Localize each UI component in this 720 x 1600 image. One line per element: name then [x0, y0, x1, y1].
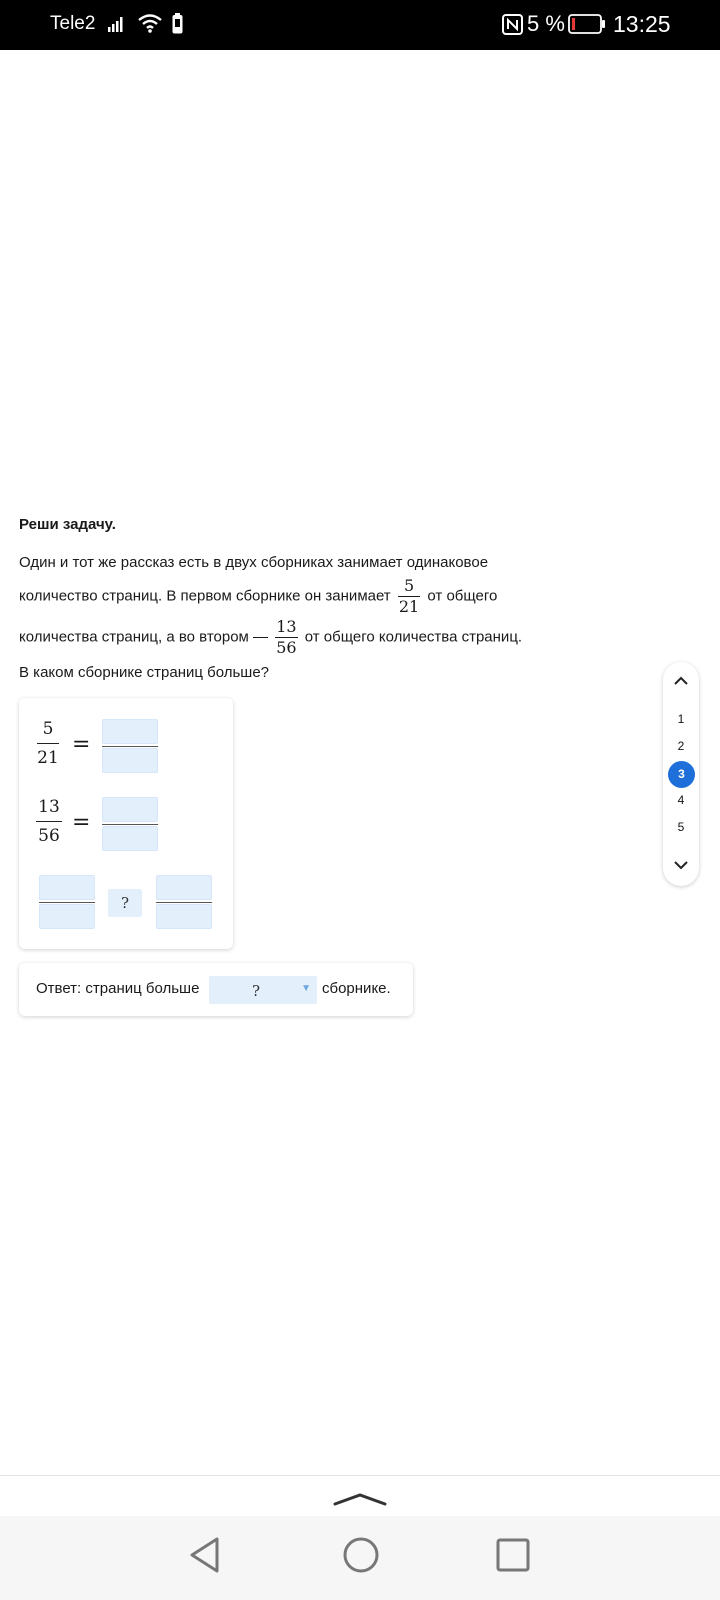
- dropdown-arrow-icon: ▼: [301, 983, 311, 994]
- task-text-line: [19, 618, 549, 657]
- pager-item-3-active[interactable]: 3: [668, 761, 695, 788]
- fraction-second: [275, 618, 297, 657]
- answer-select[interactable]: [209, 976, 317, 1004]
- pager-item-5[interactable]: 5: [677, 820, 685, 834]
- answer-select-value: ?: [251, 982, 261, 1000]
- home-icon[interactable]: [342, 1536, 380, 1579]
- task-title: Реши задачу.: [19, 516, 116, 533]
- fraction-numerator: 5: [403, 576, 415, 595]
- chevron-up-icon[interactable]: [672, 674, 690, 686]
- divider: [0, 1475, 720, 1476]
- fraction-numerator: 5: [42, 719, 54, 739]
- task-text: от общего: [427, 587, 498, 605]
- solution-card: [19, 698, 233, 949]
- task-text: от общего количества страниц.: [304, 628, 523, 646]
- fraction-numerator: 13: [276, 617, 297, 636]
- task-pager: [663, 662, 699, 886]
- compare-right-denominator-input[interactable]: [156, 904, 212, 929]
- swipe-up-handle-icon[interactable]: [333, 1492, 387, 1511]
- back-icon[interactable]: [187, 1536, 223, 1579]
- task-text-line: [19, 577, 549, 616]
- equals-sign: =: [72, 732, 91, 757]
- compare-left-numerator-input[interactable]: [39, 875, 95, 900]
- task-text-line: [19, 553, 549, 573]
- equation-2-fraction: [36, 796, 62, 847]
- fraction-bar: [102, 746, 158, 747]
- task-text-line: [19, 663, 549, 683]
- fraction-denominator: 21: [37, 748, 59, 768]
- fraction-denominator: 56: [276, 638, 297, 657]
- status-bar: [0, 0, 720, 50]
- chevron-down-icon[interactable]: [672, 858, 690, 870]
- wifi-icon: [137, 12, 163, 39]
- recent-apps-icon[interactable]: [495, 1536, 531, 1579]
- compare-left-denominator-input[interactable]: [39, 904, 95, 929]
- task-text: количества страниц, а во втором —: [19, 628, 269, 646]
- nfc-icon: [502, 14, 523, 40]
- battery-icon: [568, 14, 606, 39]
- fraction-bar: [156, 902, 212, 903]
- fraction-numerator: 13: [38, 797, 60, 817]
- fraction-first: [398, 577, 420, 616]
- fraction-bar: [39, 902, 95, 903]
- task-question: В каком сборнике страниц больше?: [19, 664, 270, 681]
- fraction-bar: [37, 743, 59, 744]
- pager-item-4[interactable]: 4: [677, 793, 685, 807]
- fraction-denominator: 56: [38, 826, 60, 846]
- system-navigation-bar: [0, 1516, 720, 1600]
- answer-prefix: Ответ: страниц больше: [36, 980, 200, 997]
- signal-icon: [108, 14, 126, 37]
- task-text: количество страниц. В первом сборнике он занимает: [19, 587, 391, 605]
- pager-item-1[interactable]: 1: [677, 712, 685, 726]
- eq1-denominator-input[interactable]: [102, 748, 158, 773]
- fraction-denominator: 21: [398, 597, 420, 616]
- clock: 13:25: [613, 11, 671, 37]
- eq2-numerator-input[interactable]: [102, 797, 158, 822]
- equation-1-fraction: [37, 718, 59, 769]
- answer-suffix: сборнике.: [322, 980, 391, 997]
- eq1-numerator-input[interactable]: [102, 719, 158, 744]
- compare-right-numerator-input[interactable]: [156, 875, 212, 900]
- comparison-sign-select[interactable]: ?: [108, 889, 142, 917]
- pager-item-2[interactable]: 2: [677, 739, 685, 753]
- equals-sign: =: [72, 810, 91, 835]
- eq2-denominator-input[interactable]: [102, 826, 158, 851]
- carrier-name: Tele2: [50, 13, 96, 34]
- battery-small-icon: [172, 13, 183, 39]
- fraction-bar: [36, 821, 62, 822]
- task-text: Один и тот же рассказ есть в двух сборниках занимает одинаковое: [19, 554, 489, 571]
- battery-percent: 5 %: [527, 11, 565, 36]
- answer-card: [19, 963, 413, 1016]
- fraction-bar: [102, 824, 158, 825]
